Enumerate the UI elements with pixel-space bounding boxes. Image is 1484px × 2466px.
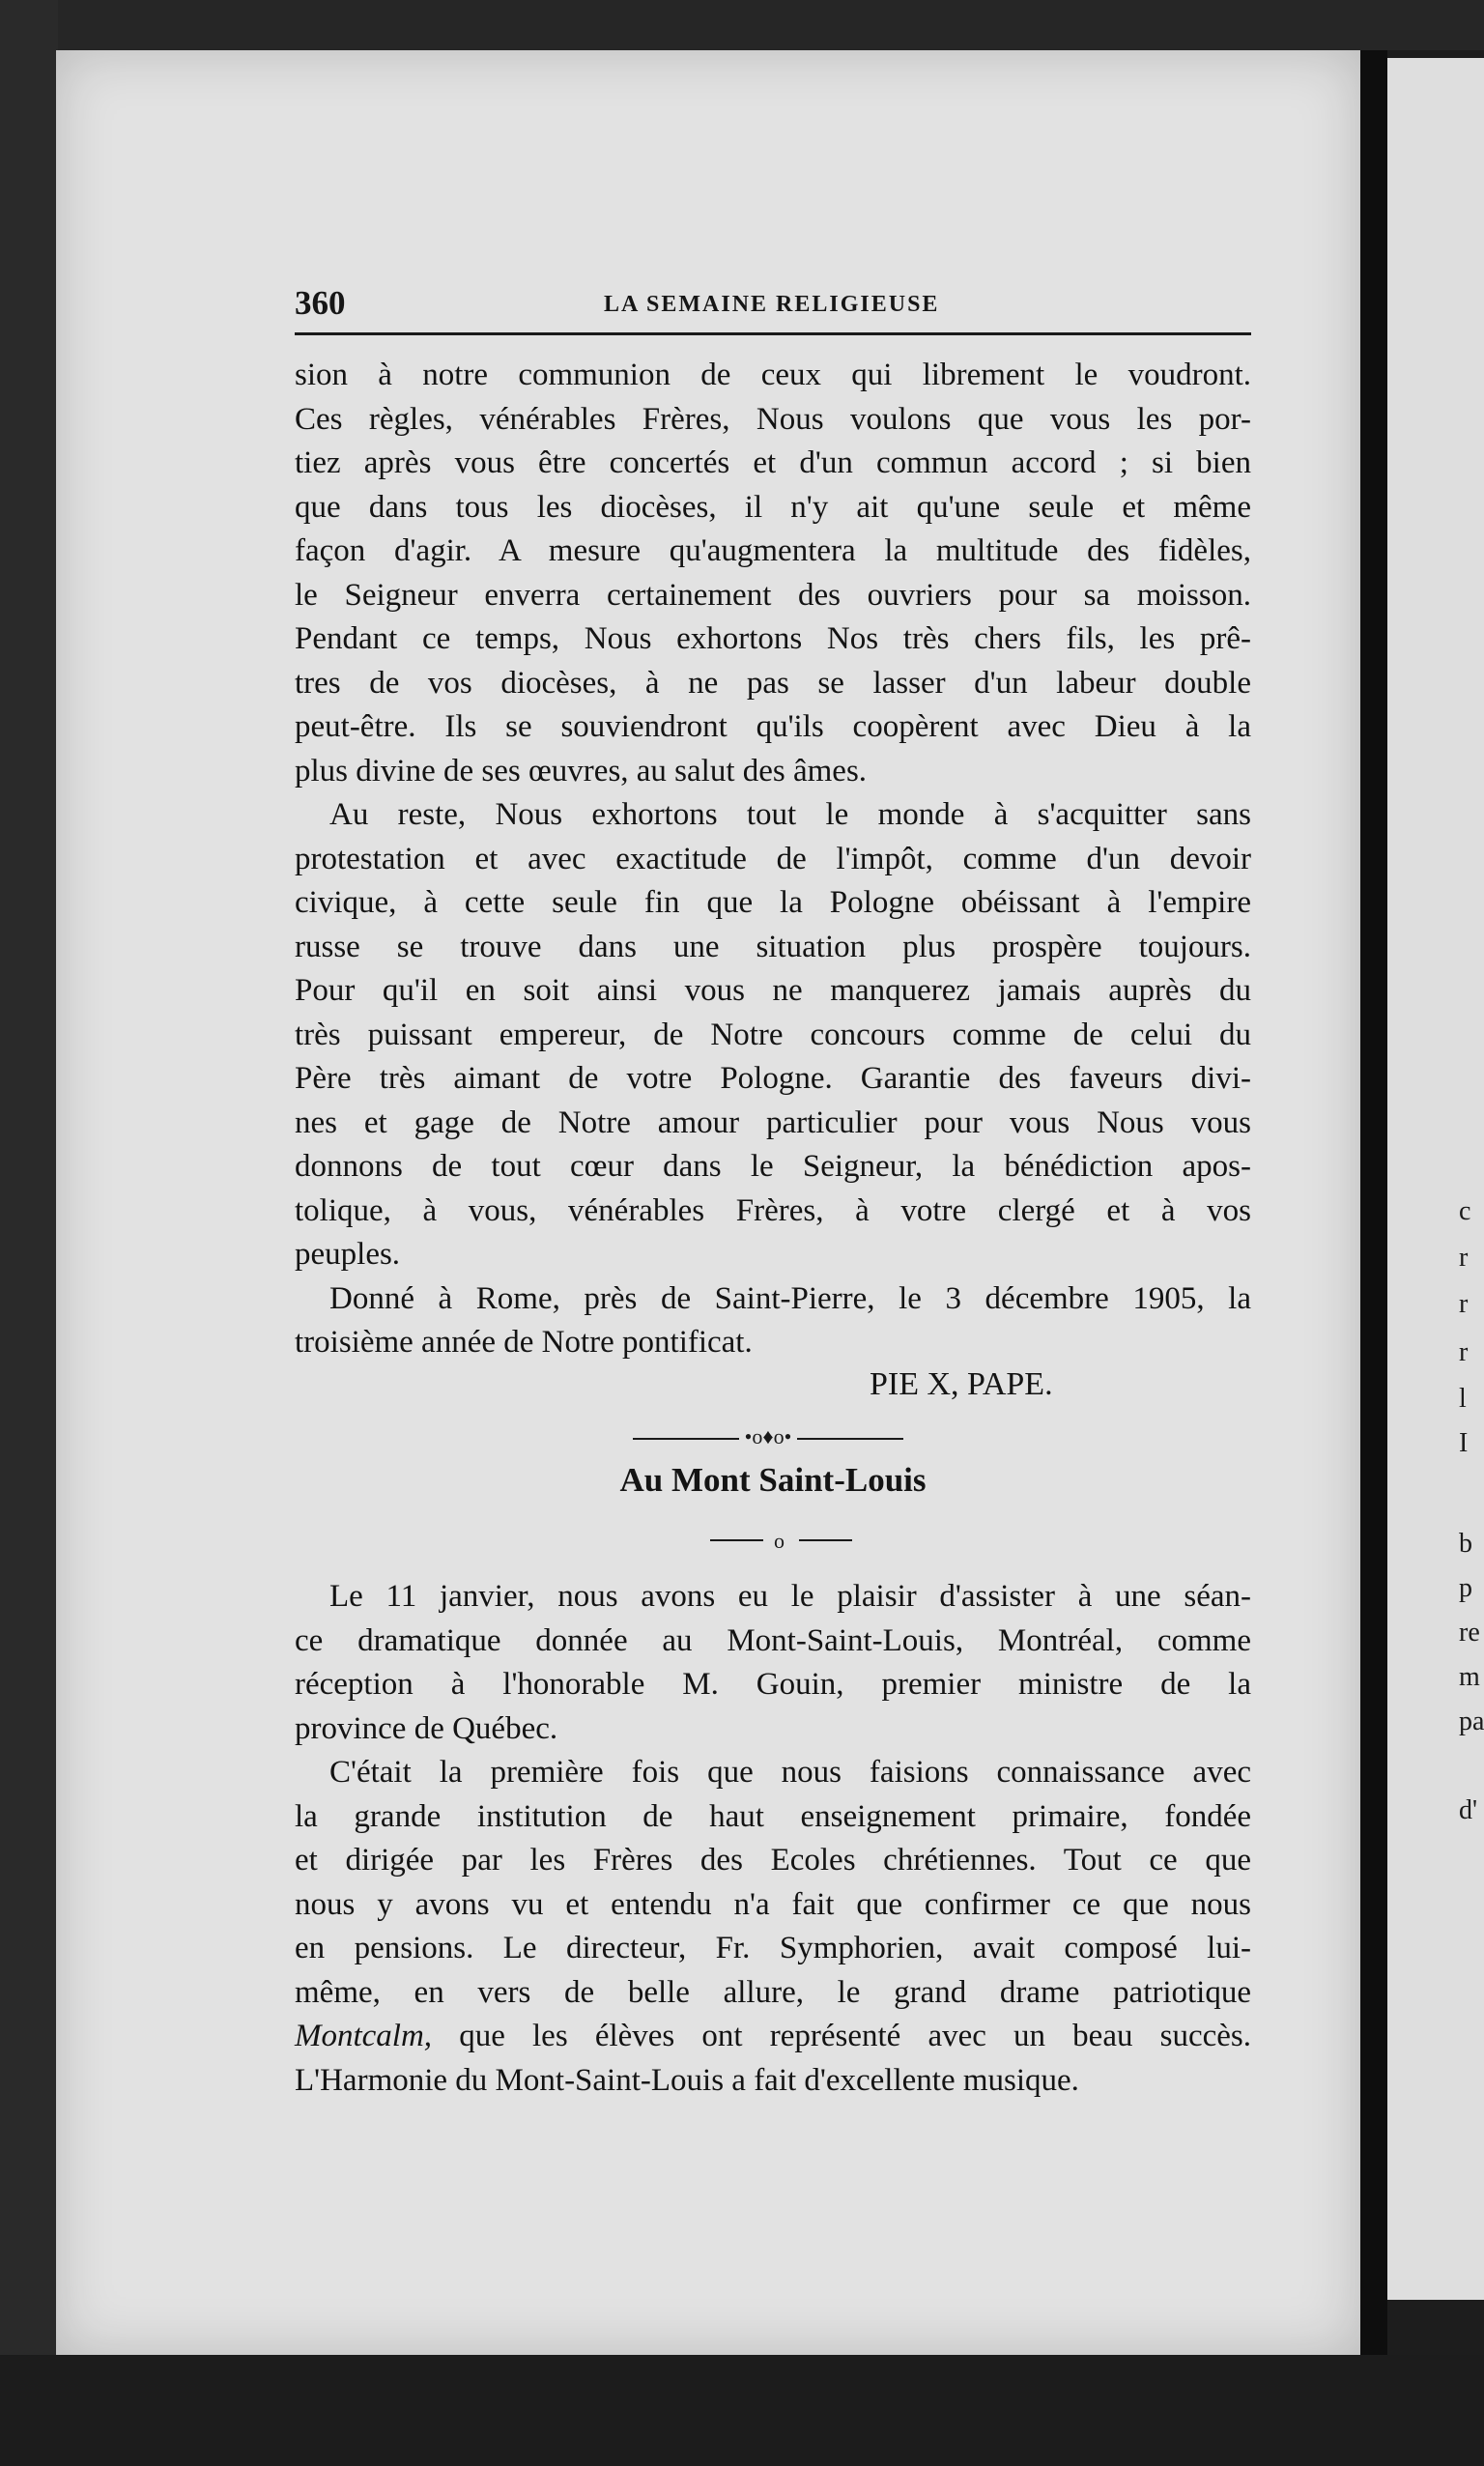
text-line: troisième année de Notre pontificat. xyxy=(295,1325,753,1360)
scan-top-border xyxy=(0,0,1484,50)
text-line: plus divine de ses œuvres, au salut des âmes. xyxy=(295,753,868,789)
text-line: Pendant ce temps, Nous exhortons Nos très chers fils, les prê- xyxy=(295,621,1251,656)
text-line: tolique, à vous, vénérables Frères, à votre clergé et à vos xyxy=(295,1192,1251,1228)
text-line: tiez après vous être concertés et d'un commun accord ; si bien xyxy=(295,445,1251,480)
text-line-with-italic xyxy=(295,2015,1251,2059)
text-line: peut-être. Ils se souviendront qu'ils coopèrent avec Dieu à la xyxy=(295,709,1251,744)
text-line: très puissant empereur, de Notre concours comme de celui du xyxy=(295,1017,1251,1052)
adjacent-text-fragment: r xyxy=(1459,1243,1469,1273)
book-gutter xyxy=(1360,50,1387,2355)
text-line: ce dramatique donnée au Mont-Saint-Louis, Montréal, comme xyxy=(295,1622,1251,1658)
divider-rule-left xyxy=(633,1438,739,1440)
article-text xyxy=(295,1575,1251,2103)
text-line: tres de vos diocèses, à ne pas se lasser d'un labeur double xyxy=(295,665,1251,701)
text-line: Pour qu'il en soit ainsi vous ne manquerez jamais auprès du xyxy=(295,973,1251,1008)
text-line: protestation et avec exactitude de l'impôt, comme d'un devoir xyxy=(295,841,1251,876)
text-line: le Seigneur enverra certainement des ouvriers pour sa moisson. xyxy=(295,577,1251,613)
divider-rule-right xyxy=(797,1438,903,1440)
adjacent-text-fragment: p xyxy=(1459,1573,1472,1603)
text-line: province de Québec. xyxy=(295,1710,558,1746)
page-header xyxy=(295,284,1251,327)
adjacent-text-fragment: m xyxy=(1459,1662,1480,1692)
text-line: Donné à Rome, près de Saint-Pierre, le 3 décembre 1905, la xyxy=(329,1280,1251,1316)
encyclical-text xyxy=(295,354,1251,1365)
text-line: donnons de tout cœur dans le Seigneur, la bénédiction apos- xyxy=(295,1149,1251,1184)
text-line: C'était la première fois que nous faisions connaissance avec xyxy=(329,1755,1251,1790)
text-line: civique, à cette seule fin que la Pologne obéissant à l'empire xyxy=(295,885,1251,920)
adjacent-text-fragment: l xyxy=(1459,1384,1467,1414)
text-line: que dans tous les diocèses, il n'y ait qu'une seule et même xyxy=(295,489,1251,525)
scan-left-border xyxy=(0,0,58,2466)
text-line: L'Harmonie du Mont-Saint-Louis a fait d'excellente musique. xyxy=(295,2062,1079,2098)
text-line: la grande institution de haut enseignement primaire, fondée xyxy=(295,1798,1251,1834)
section-divider-ornament xyxy=(633,1424,903,1453)
scan-bottom-border xyxy=(0,2355,1484,2466)
text-line: Père très aimant de votre Pologne. Garantie des faveurs divi- xyxy=(295,1061,1251,1096)
adjacent-text-fragment: c xyxy=(1459,1196,1471,1226)
adjacent-text-fragment: r xyxy=(1459,1337,1469,1367)
text-line: Ces règles, vénérables Frères, Nous voulons que vous les por- xyxy=(295,401,1251,437)
adjacent-text-fragment: b xyxy=(1459,1529,1472,1559)
text-line: nous y avons vu et entendu n'a fait que confirmer ce que nous xyxy=(295,1886,1251,1922)
text-line: Le 11 janvier, nous avons eu le plaisir d'assister à une séan- xyxy=(329,1579,1251,1614)
italic-title: Montcalm, xyxy=(295,2019,433,2053)
text-line: peuples. xyxy=(295,1237,401,1272)
text-line: même, en vers de belle allure, le grand drame patriotique xyxy=(295,1974,1251,2010)
text-line: russe se trouve dans une situation plus prospère toujours. xyxy=(295,929,1251,964)
ornament-rule-left xyxy=(710,1539,763,1541)
section-title: Au Mont Saint-Louis xyxy=(619,1461,927,1499)
signature-line: PIE X, PAPE. xyxy=(870,1366,1053,1402)
text-line: sion à notre communion de ceux qui librement le voudront. xyxy=(295,358,1251,392)
adjacent-text-fragment: pa xyxy=(1459,1706,1484,1736)
running-head: LA SEMAINE RELIGIEUSE xyxy=(604,292,940,317)
adjacent-page-edge xyxy=(1387,58,1484,2300)
text-line: Au reste, Nous exhortons tout le monde à s'acquitter sans xyxy=(329,797,1251,832)
text-line: réception à l'honorable M. Gouin, premier ministre de la xyxy=(295,1667,1251,1702)
adjacent-text-fragment: r xyxy=(1459,1289,1469,1319)
page-number: 360 xyxy=(295,284,346,322)
text-line: façon d'agir. A mesure qu'augmentera la multitude des fidèles, xyxy=(295,533,1251,568)
text-line: en pensions. Le directeur, Fr. Symphorien, avait composé lui- xyxy=(295,1931,1251,1965)
header-rule xyxy=(295,332,1251,335)
text-line: nes et gage de Notre amour particulier pour vous Nous vous xyxy=(295,1104,1251,1140)
ornament-circle: o xyxy=(774,1529,785,1553)
divider-glyph: •o♦o• xyxy=(744,1424,792,1448)
ornament-rule-right xyxy=(799,1539,852,1541)
adjacent-text-fragment: d' xyxy=(1459,1795,1478,1825)
text-line-rest: que les élèves ont représenté avec un beau succès. xyxy=(459,2019,1251,2053)
adjacent-text-fragment: re xyxy=(1459,1618,1480,1648)
title-ornament xyxy=(710,1525,853,1554)
text-line: et dirigée par les Frères des Ecoles chrétiennes. Tout ce que xyxy=(295,1843,1251,1878)
adjacent-text-fragment: I xyxy=(1459,1428,1469,1458)
